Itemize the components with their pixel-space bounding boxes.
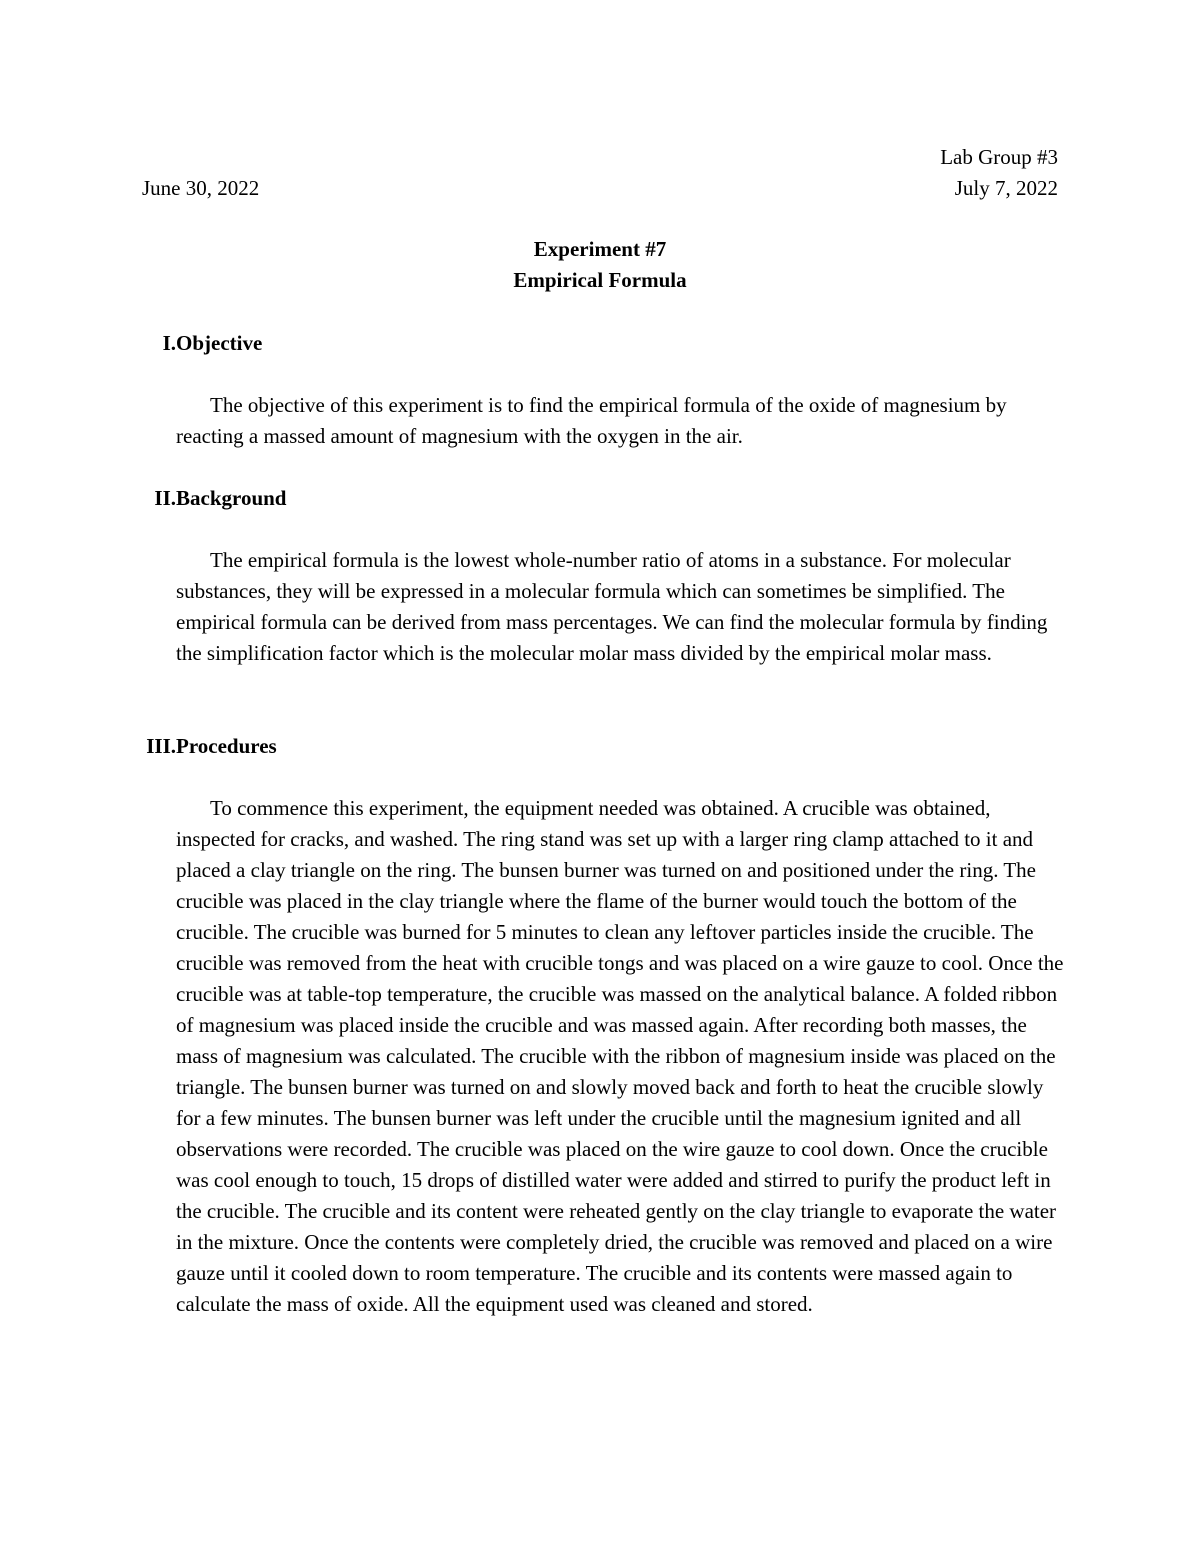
section-title: Background (176, 486, 287, 510)
procedures-paragraph (176, 793, 1066, 1320)
section-heading-background (134, 483, 287, 514)
section-heading-procedures (134, 731, 277, 762)
objective-paragraph (176, 390, 1066, 452)
objective-text: The objective of this experiment is to find the empirical formula of the oxide of magnesium by reacting a massed amount of magnesium with the oxygen in the air. (176, 393, 1007, 448)
experiment-number: Experiment #7 (533, 237, 667, 261)
section-numeral: II. (154, 486, 176, 510)
background-text: The empirical formula is the lowest whole-number ratio of atoms in a substance. For molecular substances, they will be expressed in a molecular formula which can sometimes be simplified. The empirical formula can be derived from mass percentages. We can find the molecular formula by finding the simplification factor which is the molecular molar mass divided by the empirical molar mass. (176, 548, 1048, 665)
section-numeral: I. (162, 331, 176, 355)
section-numeral: III. (146, 734, 176, 758)
section-title: Objective (176, 331, 263, 355)
start-date: June 30, 2022 (142, 176, 260, 200)
section-heading-objective (134, 328, 263, 359)
background-paragraph (176, 545, 1066, 669)
procedures-text: To commence this experiment, the equipment needed was obtained. A crucible was obtained, inspected for cracks, and washed. The ring stand was set up with a larger ring clamp attached to it and placed a clay triangle on the ring. The bunsen burner was turned on and positioned under the ring. The crucible was placed in the clay triangle where the flame of the burner would touch the bottom of the crucible. The crucible was burned for 5 minutes to clean any leftover particles inside the crucible. The crucible was removed from the heat with crucible tongs and was placed on a wire gauze to cool. Once the crucible was at table-top temperature, the crucible was massed on the analytical balance. A folded ribbon of magnesium was placed inside the crucible and was massed again. After recording both masses, the mass of magnesium was calculated. The crucible with the ribbon of magnesium inside was placed on the triangle. The bunsen burner was turned on and slowly moved back and forth to heat the crucible slowly for a few minutes. The bunsen burner was left under the crucible until the magnesium ignited and all observations were recorded. The crucible was placed on the wire gauze to cool down. Once the crucible was cool enough to touch, 15 drops of distilled water were added and stirred to purify the product left in the crucible. The crucible and its content were reheated gently on the clay triangle to evaporate the water in the mixture. Once the contents were completely dried, the crucible was removed and placed on a wire gauze until it cooled down to room temperature. The crucible and its contents were massed again to calculate the mass of oxide. All the equipment used was cleaned and stored. (176, 796, 1064, 1316)
due-date: July 7, 2022 (954, 176, 1058, 200)
experiment-title: Empirical Formula (513, 268, 687, 292)
section-title: Procedures (176, 734, 277, 758)
lab-group: Lab Group #3 (940, 145, 1058, 169)
